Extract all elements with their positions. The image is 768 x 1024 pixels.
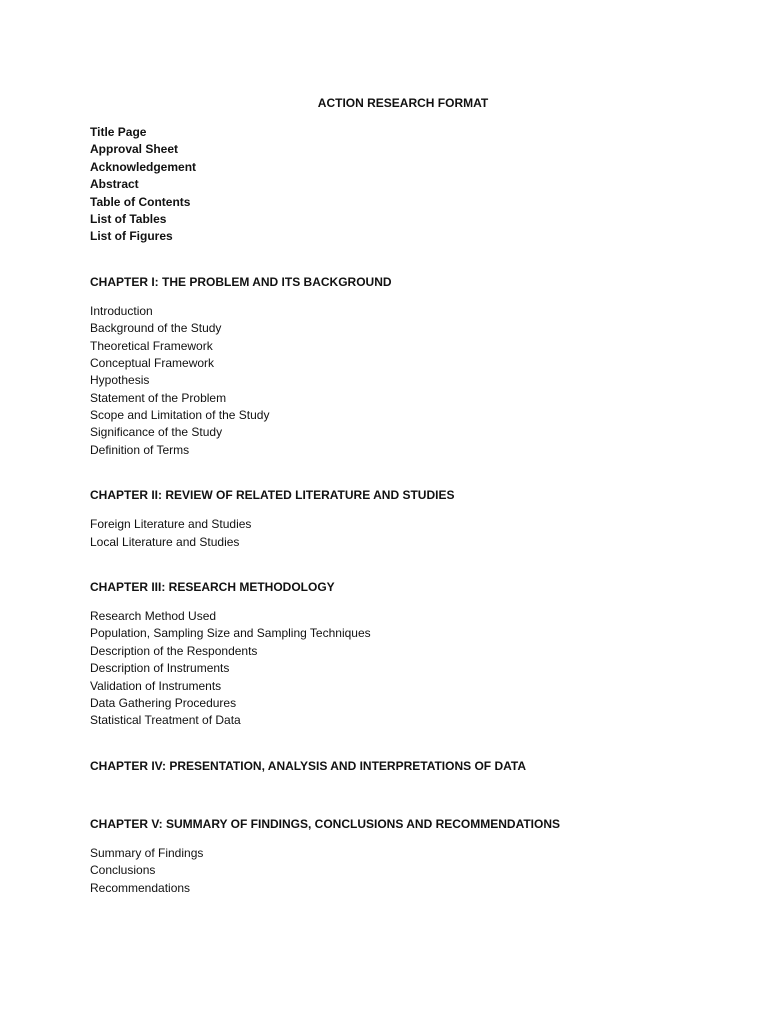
chapter-2-item: Local Literature and Studies [90,534,240,549]
chapter-3-items [90,608,708,730]
chapter-3-section [90,579,708,730]
chapter-1-item: Statement of the Problem [90,390,227,405]
chapter-5-item: Conclusions [90,863,156,878]
chapter-1-item: Significance of the Study [90,425,223,440]
chapter-3-item: Data Gathering Procedures [90,695,237,710]
chapter-5-heading: CHAPTER V: SUMMARY OF FINDINGS, CONCLUSIONS AND RECOMMENDATIONS [90,816,561,831]
chapter-1-item: Background of the Study [90,321,222,336]
chapter-4-heading: CHAPTER IV: PRESENTATION, ANALYSIS AND INTERPRETATIONS OF DATA [90,758,527,773]
front-matter-item-title-page: Title Page [90,125,147,139]
chapter-3-item: Description of Instruments [90,661,230,676]
chapter-4-section [90,758,708,775]
chapter-1-item: Introduction [90,303,153,318]
chapter-2-item: Foreign Literature and Studies [90,517,252,532]
front-matter-list [90,124,708,246]
front-matter-item-list-of-tables: List of Tables [90,211,167,226]
front-matter-item-approval-sheet: Approval Sheet [90,142,179,157]
chapter-3-item: Research Method Used [90,609,217,624]
chapter-2-section [90,487,708,551]
chapter-1-heading: CHAPTER I: THE PROBLEM AND ITS BACKGROUND [90,274,392,289]
front-matter-item-table-of-contents: Table of Contents [90,194,191,209]
chapter-1-item: Theoretical Framework [90,338,213,353]
chapter-1-item: Definition of Terms [90,442,190,457]
chapter-2-items [90,516,708,551]
front-matter-item-acknowledgement: Acknowledgement [90,159,197,174]
chapter-3-item: Statistical Treatment of Data [90,713,241,728]
chapter-5-item: Summary of Findings [90,845,204,860]
chapter-1-items [90,303,708,460]
chapter-3-heading: CHAPTER III: RESEARCH METHODOLOGY [90,580,335,595]
chapter-3-item: Population, Sampling Size and Sampling Techniques [90,626,371,641]
chapter-5-section [90,816,708,897]
front-matter-item-abstract: Abstract [90,177,139,192]
chapter-3-item: Description of the Respondents [90,643,258,658]
chapter-1-item: Scope and Limitation of the Study [90,408,270,423]
chapter-1-item: Hypothesis [90,373,150,388]
chapter-3-item: Validation of Instruments [90,678,222,693]
chapter-2-heading: CHAPTER II: REVIEW OF RELATED LITERATURE AND STUDIES [90,488,455,503]
chapter-5-item: Recommendations [90,880,191,895]
chapter-1-section [90,274,708,460]
front-matter-item-list-of-figures: List of Figures [90,229,173,244]
chapter-5-items [90,845,708,897]
chapter-1-item: Conceptual Framework [90,355,215,370]
document-title: ACTION RESEARCH FORMAT [317,96,489,110]
